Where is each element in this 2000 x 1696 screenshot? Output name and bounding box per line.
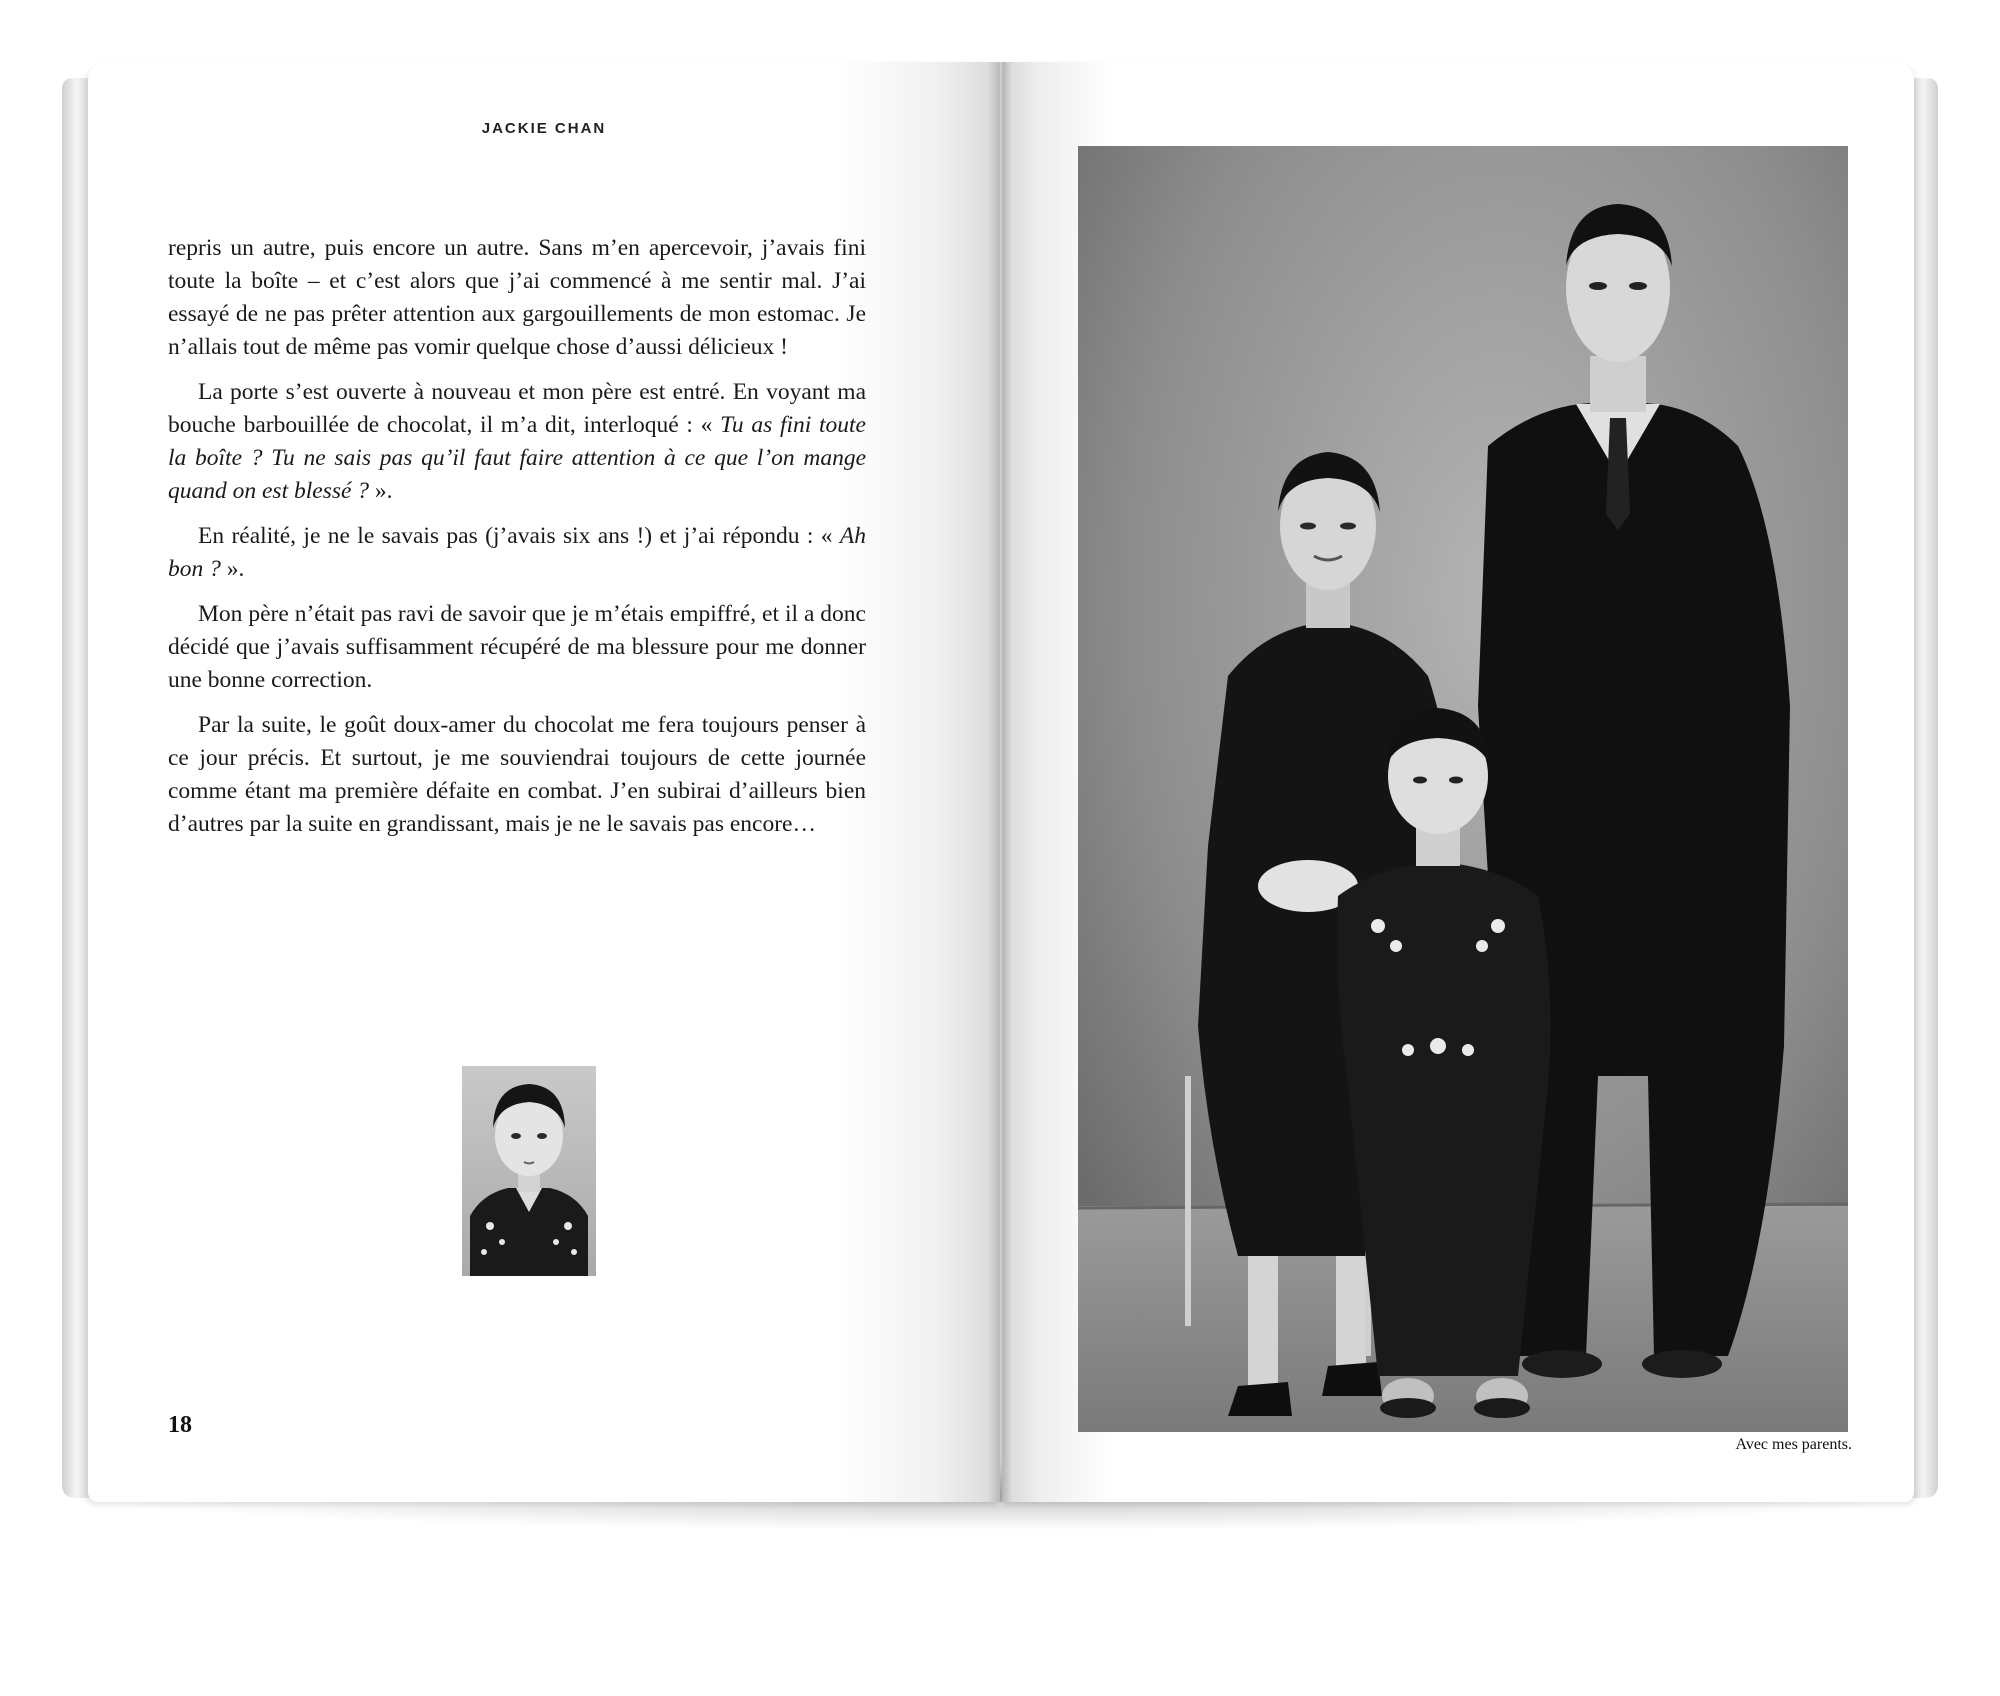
running-head: JACKIE CHAN bbox=[481, 120, 607, 137]
family-portrait-photo bbox=[1078, 146, 1848, 1432]
page-number: 18 bbox=[168, 1412, 192, 1438]
paragraph-2 bbox=[168, 376, 866, 508]
paragraph-text: Par la suite, le goût doux-amer du chocolat me fera toujours penser à ce jour précis. Et surtout, je me souviendrai toujours de cette journée comme étant ma première défaite en combat. J’en subirai d’ailleurs bien d’autres par la suite en grandissant, mais je ne le savais pas encore… bbox=[168, 712, 866, 837]
left-page bbox=[88, 62, 1000, 1502]
paragraph-text: repris un autre, puis encore un autre. Sans m’en apercevoir, j’avais fini toute la boîte – et c’est alors que j’ai commencé à me sentir mal. J’ai essayé de ne pas prêter attention aux gargouillements de mon estomac. Je n’allais tout de même pas vomir quelque chose d’aussi délicieux ! bbox=[168, 235, 866, 360]
child-portrait-image bbox=[462, 1066, 596, 1276]
right-page bbox=[1002, 62, 1914, 1502]
family-portrait-image bbox=[1078, 146, 1848, 1432]
paragraph-tail: ». bbox=[369, 478, 393, 504]
child-portrait-photo bbox=[462, 1066, 596, 1276]
paragraph-tail: ». bbox=[220, 556, 245, 582]
paragraph-text: En réalité, je ne le savais pas (j’avais six ans !) et j’ai répondu : « bbox=[198, 523, 840, 549]
body-text bbox=[168, 232, 866, 853]
paragraph-quote: Ah bon ? bbox=[168, 523, 866, 582]
paragraph-1 bbox=[168, 232, 866, 364]
photo-caption: Avec mes parents. bbox=[1735, 1436, 1852, 1453]
paragraph-quote: Tu as fini toute la boîte ? Tu ne sais pas qu’il faut faire attention à ce que l’on mange quand on est blessé ? bbox=[168, 412, 866, 504]
book-gutter bbox=[988, 62, 1012, 1502]
paragraph-5 bbox=[168, 709, 866, 841]
paragraph-text: La porte s’est ouverte à nouveau et mon père est entré. En voyant ma bouche barbouillée de chocolat, il m’a dit, interloqué : « bbox=[168, 379, 866, 438]
paragraph-text: Mon père n’était pas ravi de savoir que je m’étais empiffré, et il a donc décidé que j’avais suffisamment récupéré de ma blessure pour me donner une bonne correction. bbox=[168, 601, 866, 693]
paragraph-4 bbox=[168, 598, 866, 697]
paragraph-3 bbox=[168, 520, 866, 586]
